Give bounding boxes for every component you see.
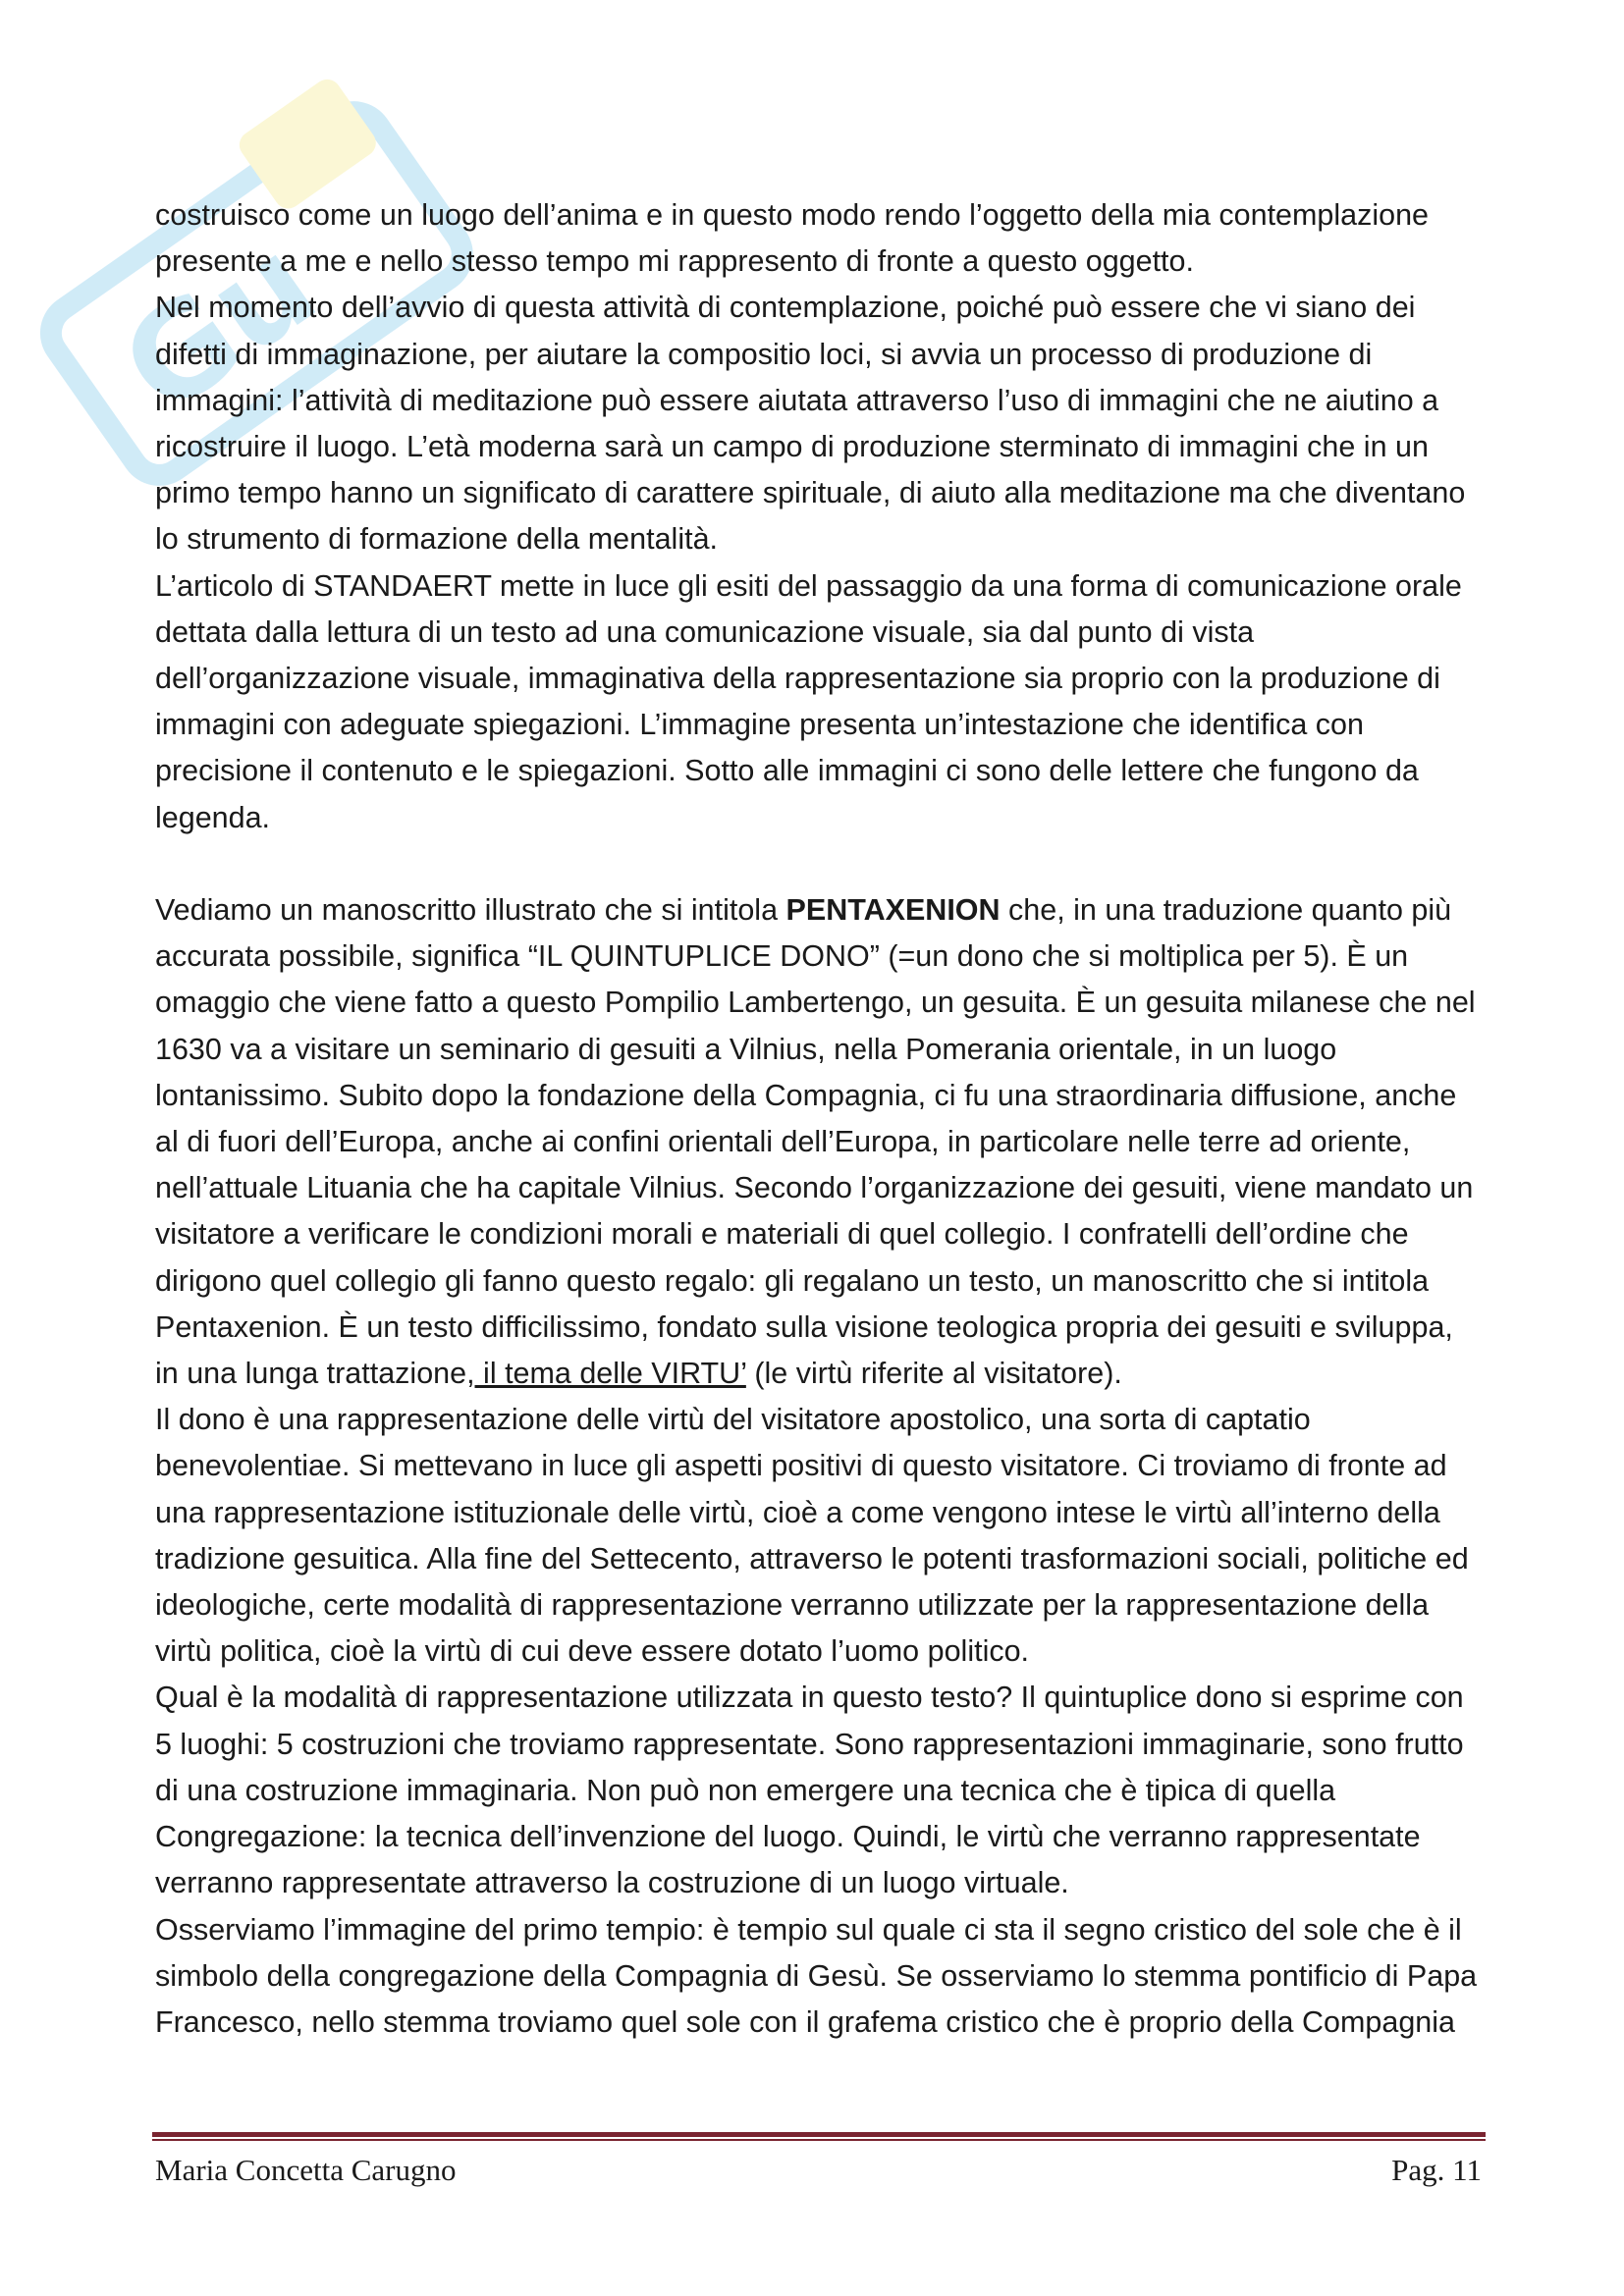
footer-page-number: Pag. 11	[1391, 2153, 1482, 2187]
p4-bold-title: PENTAXENION	[785, 893, 1001, 928]
paragraph-4	[155, 887, 1481, 1397]
paragraph-1: costruisco come un luogo dell’anima e in questo modo rendo l’oggetto della mia contemplazione presente a me e nello stesso tempo mi rappresento di fronte a questo oggetto.	[155, 198, 1430, 279]
footer-divider-thin	[152, 2139, 1486, 2141]
paragraph-2: Nel momento dell’avvio di questa attività di contemplazione, poiché può essere che vi siano dei difetti di immaginazione, per aiutare la compositio loci, si avvia un processo di produzione di immagini: l’attività di meditazione può essere aiutata attraverso l’uso di immagini che ne aiutino a ricostruire il luogo. L’età moderna sarà un campo di produzione sterminato di immagini che in un primo tempo hanno un significato di carattere spirituale, di aiuto alla meditazione ma che diventano lo strumento di formazione della mentalità.	[155, 291, 1466, 557]
p4-text-b: che, in una traduzione quanto più accurata possibile, significa “IL QUINTUPLICE DONO” (=un dono che si moltiplica per 5). È un omaggio che viene fatto a questo Pompilio Lambertengo, un gesuita. È un gesuita milanese che nel 1630 va a visitare un seminario di gesuiti a Vilnius, nella Pomerania orientale, in un luogo lontanissimo. Subito dopo la fondazione della Compagnia, ci fu una straordinaria diffusione, anche al di fuori dell’Europa, anche ai confini orientali dell’Europa, in particolare nelle terre ad oriente, nell’attuale Lituania che ha capitale Vilnius. Secondo l’organizzazione dei gesuiti, viene mandato un visitatore a verificare le condizioni morali e materiali di quel collegio. I confratelli dell’ordine che dirigono quel collegio gli fanno questo regalo: gli regalano un testo, un manoscritto che si intitola Pentaxenion. È un testo difficilissimo, fondato sulla visione teologica propria dei gesuiti e sviluppa, in una lunga trattazione	[155, 893, 1476, 1391]
paragraph-3: L’articolo di STANDAERT mette in luce gli esiti del passaggio da una forma di comunicazione orale dettata dalla lettura di un testo ad una comunicazione visuale, sia dal punto di vista dell’organizzazione visuale, immaginativa della rappresentazione sia proprio con la produzione di immagini con adeguate spiegazioni. L’immagine presenta un’intestazione che identifica con precisione il contenuto e le spiegazioni. Sotto alle immagini ci sono delle lettere che fungono da legenda.	[155, 568, 1462, 834]
footer-divider	[152, 2132, 1486, 2137]
svg-text:Gu: Gu	[95, 208, 343, 444]
p4-text-c: (le virtù riferite al visitatore).	[745, 1357, 1122, 1391]
paragraph-5: Il dono è una rappresentazione delle virtù del visitatore apostolico, una sorta di captatio benevolentiae. Si mettevano in luce gli aspetti positivi di questo visitatore. Ci troviamo di fronte ad una rappresentazione istituzionale delle virtù, cioè a come vengono intese le virtù all’interno della tradizione gesuitica. Alla fine del Settecento, attraverso le potenti trasformazioni sociali, politiche ed ideologiche, certe modalità di rappresentazione verranno utilizzate per la rappresentazione della virtù politica, cioè la virtù di cui deve essere dotato l’uomo politico.	[155, 1403, 1469, 1669]
paragraph-6: Qual è la modalità di rappresentazione utilizzata in questo testo? Il quintuplice dono si esprime con 5 luoghi: 5 costruzioni che troviamo rappresentate. Sono rappresentazioni immaginarie, sono frutto di una costruzione immaginaria. Non può non emergere una tecnica che è tipica di quella Congregazione: la tecnica dell’invenzione del luogo. Quindi, le virtù che verranno rappresentate verranno rappresentate attraverso la costruzione di un luogo virtuale.	[155, 1681, 1464, 1900]
paragraph-7: Osserviamo l’immagine del primo tempio: è tempio sul quale ci sta il segno cristico del sole che è il simbolo della congregazione della Compagnia di Gesù. Se osserviamo lo stemma pontificio di Papa Francesco, nello stemma troviamo quel sole con il grafema cristico che è proprio della Compagnia	[155, 1912, 1478, 2039]
p4-text-a: Vediamo un manoscritto illustrato che si intitola	[155, 893, 786, 928]
p4-underlined-virtues: , il tema delle VIRTU’	[466, 1357, 746, 1391]
footer-author: Maria Concetta Carugno	[155, 2153, 457, 2187]
paragraph-gap	[155, 841, 1481, 887]
document-body	[155, 192, 1481, 2046]
